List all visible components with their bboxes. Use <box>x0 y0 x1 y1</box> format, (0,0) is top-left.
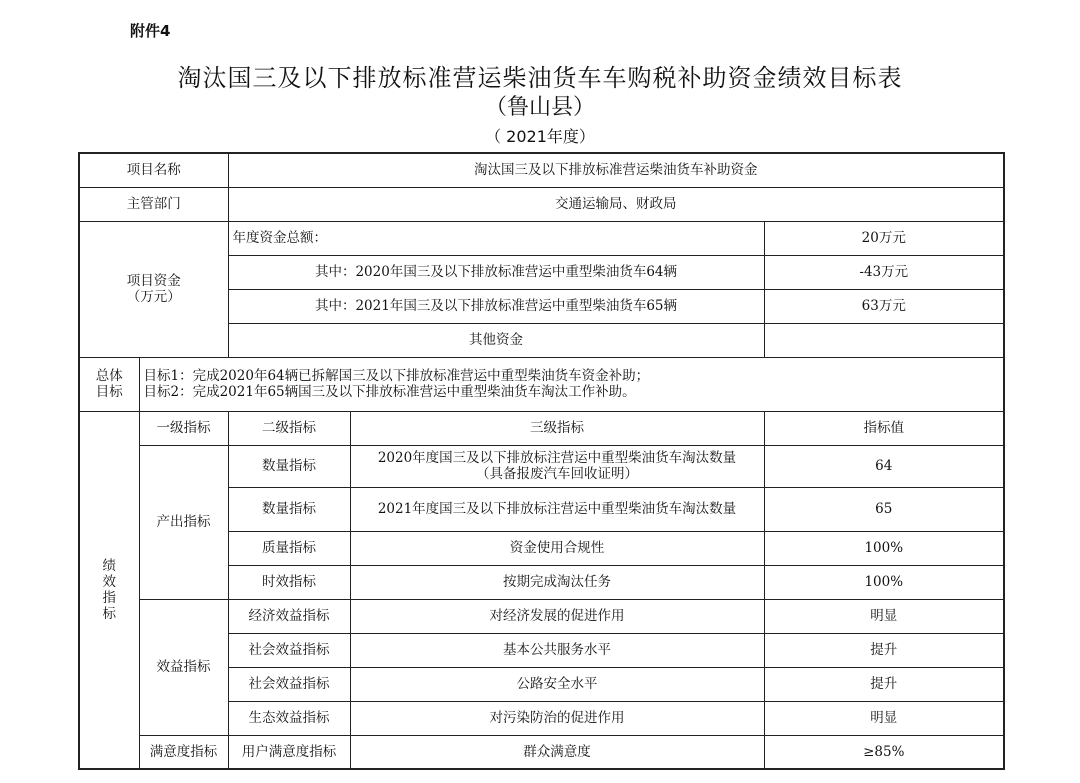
table-row <box>79 599 1004 633</box>
level2-cell: 用户满意度指标 <box>228 735 350 769</box>
header-level1: 一级指标 <box>139 411 228 445</box>
level2-cell: 经济效益指标 <box>228 599 350 633</box>
value-cell: 提升 <box>764 633 1004 667</box>
dept-label: 主管部门 <box>79 187 228 221</box>
project-name-value: 淘汰国三及以下排放标准营运柴油货车补助资金 <box>228 153 1004 187</box>
level2-cell: 社会效益指标 <box>228 633 350 667</box>
benefit-label: 效益指标 <box>139 599 228 735</box>
document-title: 淘汰国三及以下排放标准营运柴油货车车购税补助资金绩效目标表 <box>177 64 903 92</box>
level2-cell: 数量指标 <box>228 487 350 531</box>
level3-cell: 对污染防治的促进作用 <box>350 701 764 735</box>
funds-total-value: 20万元 <box>764 221 1004 255</box>
header-value: 指标值 <box>764 411 1004 445</box>
value-cell: 明显 <box>764 599 1004 633</box>
funds-2020-label: 其中：2020年国三及以下排放标准营运中重型柴油货车64辆 <box>228 255 764 289</box>
funds-label-line2: （万元） <box>126 289 181 305</box>
output-label: 产出指标 <box>139 445 228 599</box>
level2-cell: 时效指标 <box>228 565 350 599</box>
value-cell: 明显 <box>764 701 1004 735</box>
goals-content <box>139 357 1004 411</box>
value-cell: 64 <box>764 445 1004 487</box>
table-row <box>79 445 1004 487</box>
value-cell: 提升 <box>764 667 1004 701</box>
indicators-side-label <box>79 411 139 769</box>
document-subtitle: （鲁山县） <box>484 95 595 120</box>
funds-other-label: 其他资金 <box>228 323 764 357</box>
level3-line1: 2020年度国三及以下排放标注营运中重型柴油货车淘汰数量 <box>377 450 737 466</box>
goal-1: 目标1：完成2020年64辆已拆解国三及以下排放标准营运中重型柴油货车资金补助； <box>143 368 650 384</box>
project-name-label: 项目名称 <box>79 153 228 187</box>
funds-2021-label: 其中：2021年国三及以下排放标准营运中重型柴油货车65辆 <box>228 289 764 323</box>
level3-cell <box>350 445 764 487</box>
level2-cell: 生态效益指标 <box>228 701 350 735</box>
table-row <box>79 735 1004 769</box>
funds-label <box>79 221 228 357</box>
side-char: 效 <box>102 573 116 590</box>
performance-target-table <box>78 152 1005 770</box>
value-cell: 100% <box>764 531 1004 565</box>
funds-2020-value: -43万元 <box>764 255 1004 289</box>
table-row <box>79 187 1004 221</box>
funds-label-line1: 项目资金 <box>126 273 181 289</box>
header-level3: 三级指标 <box>350 411 764 445</box>
document-year: （ 2021年度） <box>485 127 595 146</box>
table-row <box>79 153 1004 187</box>
level2-cell: 数量指标 <box>228 445 350 487</box>
level3-cell: 基本公共服务水平 <box>350 633 764 667</box>
funds-2021-value: 63万元 <box>764 289 1004 323</box>
value-cell: 65 <box>764 487 1004 531</box>
funds-other-value <box>764 323 1004 357</box>
level3-cell: 资金使用合规性 <box>350 531 764 565</box>
satisfaction-label: 满意度指标 <box>139 735 228 769</box>
side-char: 指 <box>102 589 116 606</box>
goals-label-line2: 目标 <box>95 384 123 400</box>
attachment-label: 附件4 <box>130 22 171 40</box>
header-level2: 二级指标 <box>228 411 350 445</box>
level2-cell: 社会效益指标 <box>228 667 350 701</box>
level3-cell: 群众满意度 <box>350 735 764 769</box>
level3-cell: 按期完成淘汰任务 <box>350 565 764 599</box>
goal-2: 目标2：完成2021年65辆国三及以下排放标准营运中重型柴油货车淘汰工作补助。 <box>143 384 636 400</box>
level3-cell: 公路安全水平 <box>350 667 764 701</box>
value-cell: ≥85% <box>764 735 1004 769</box>
side-char: 标 <box>102 605 116 622</box>
table-row <box>79 411 1004 445</box>
level3-cell: 2021年度国三及以下排放标注营运中重型柴油货车淘汰数量 <box>350 487 764 531</box>
goals-label-line1: 总体 <box>95 368 123 384</box>
dept-value: 交通运输局、财政局 <box>228 187 1004 221</box>
table-row <box>79 221 1004 255</box>
funds-total-label: 年度资金总额： <box>228 221 764 255</box>
side-char: 绩 <box>102 557 116 574</box>
level2-cell: 质量指标 <box>228 531 350 565</box>
table-row <box>79 357 1004 411</box>
goals-label <box>79 357 139 411</box>
level3-cell: 对经济发展的促进作用 <box>350 599 764 633</box>
value-cell: 100% <box>764 565 1004 599</box>
level3-line2: （具备报废汽车回收证明） <box>476 466 638 482</box>
